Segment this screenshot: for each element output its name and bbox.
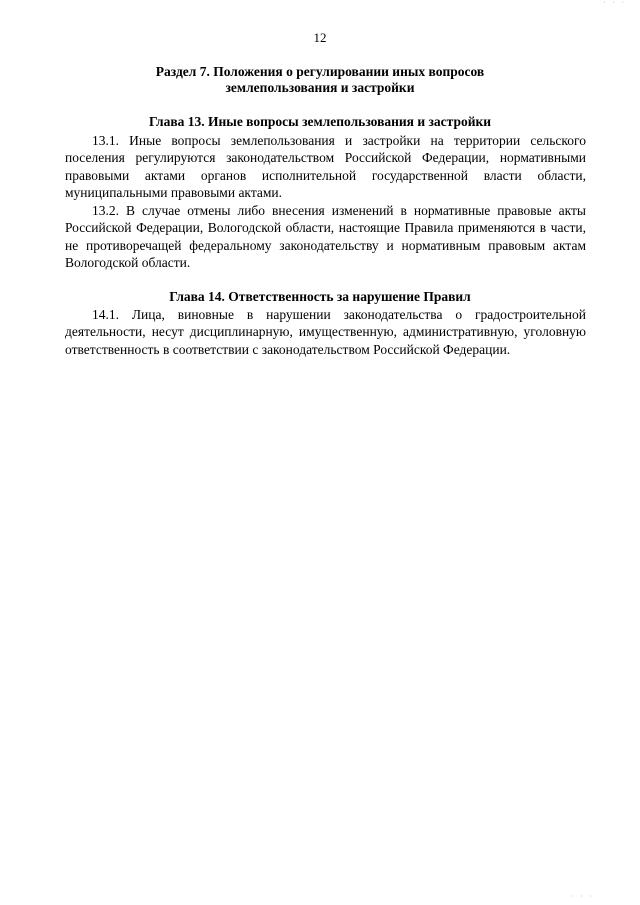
chapter-13-title: Глава 13. Иные вопросы землепользования и застройки	[148, 114, 492, 129]
paragraph-14-1: 14.1. Лица, виновные в нарушении законодательства о градостроительной деятельности, несут дисциплинарную, имущественную, административную, уголовную ответственность в соответствии с законодательством Российской Федерации.	[65, 307, 586, 357]
chapter-14-title: Глава 14. Ответственность за нарушение Правил	[169, 289, 471, 304]
scan-mark-bottom: · · ·	[571, 892, 594, 901]
scan-mark-top: · · ·	[603, 0, 626, 7]
paragraph-13-1: 13.1. Иные вопросы землепользования и застройки на территории сельского поселения регулируются законодательством Российской Федерации, нормативными правовыми актами органов исполнительной государственной власти области, муниципальными правовыми актами.	[65, 133, 586, 200]
section-title: Раздел 7. Положения о регулировании иных вопросов землепользования и застройки	[155, 64, 485, 95]
page-number: 12	[313, 30, 327, 45]
paragraph-13-2: 13.2. В случае отмены либо внесения изменений в нормативные правовые акты Российской Федерации, Вологодской области, настоящие Правила применяются в части, не противоречащей федеральному законодательству и нормативным правовым актам Вологодской области.	[65, 203, 586, 270]
